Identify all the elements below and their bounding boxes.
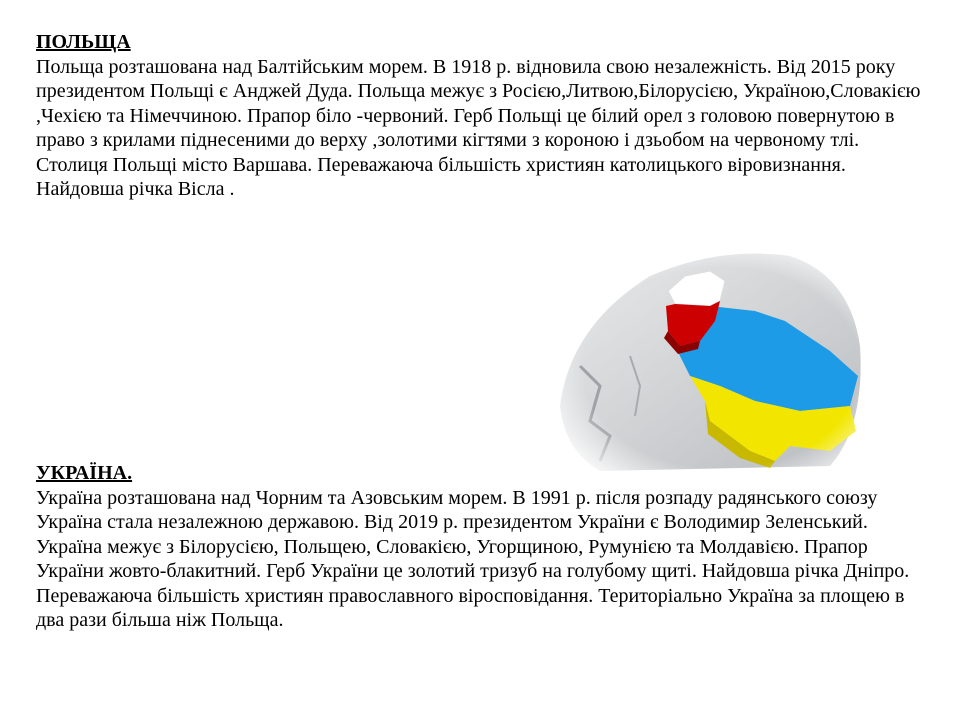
poland-section bbox=[36, 30, 926, 202]
ukraine-heading: УКРАЇНА. bbox=[36, 462, 133, 484]
ukraine-paragraph: Україна розташована над Чорним та Азовським морем. В 1991 р. після розпаду радянського союзу Україна стала незалежною державою. Від 2019 р. президентом України є Володимир Зеленський. Україна межує з Білорусією, Польщею, Словакією, Угорщиною, Румунією та Молдавією. Прапор України жовто-блакитний. Герб України це золотий тризуб на голубому щиті. Найдовша річка Дніпро. Переважаюча більшість християн православного віросповідання. Територіально Україна за площею в два рази більша ніж Польща. bbox=[36, 486, 910, 631]
ukraine-section bbox=[36, 461, 926, 633]
poland-ukraine-map bbox=[540, 236, 870, 476]
poland-heading: ПОЛЬЩА bbox=[36, 31, 131, 53]
poland-paragraph: Польща розташована над Балтійським морем. В 1918 р. відновила свою незалежність. Від 2015 року президентом Польщі є Анджей Дуда. Польща межує з Росією,Литвою,Білорусією, Україною,Словакією ,Чехією та Німеччиною. Прапор біло -червоний. Герб Польщі це білий орел з головою повернутою в право з крилами піднесеними до верху ,золотими кігтями з короною і дзьобом на червоному тлі. Столиця Польщі місто Варшава. Переважаюча більшість християн католицького віровизнання. Найдовша річка Вісла . bbox=[36, 55, 921, 200]
